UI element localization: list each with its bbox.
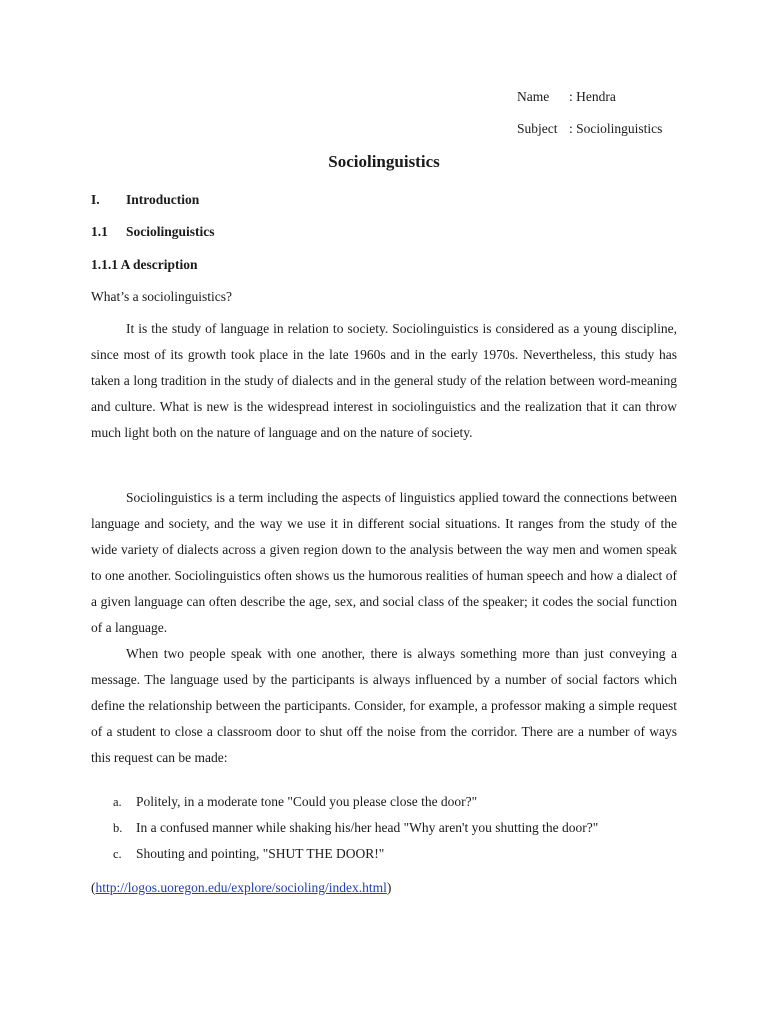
subject-label: Subject — [517, 121, 558, 136]
source-close-paren: ) — [386, 880, 392, 895]
list-marker: b. — [113, 821, 123, 835]
list-item-text: Politely, in a moderate tone "Could you please close the door?" — [136, 794, 478, 809]
heading-1-text: Introduction — [126, 192, 200, 207]
heading-1-number: I. — [91, 192, 100, 207]
heading-3: 1.1.1 A description — [91, 257, 198, 272]
heading-2-number: 1.1 — [91, 224, 108, 239]
question-text: What’s a sociolinguistics? — [91, 289, 232, 304]
source-open-paren: ( — [91, 880, 96, 895]
name-value: : Hendra — [569, 89, 616, 104]
paragraph-1: It is the study of language in relation to society. Sociolinguistics is considered as a young discipline, since most of its growth took place in the late 1960s and in the early 1970s. Nevertheless, this study has taken a long tradition in the study of dialects and in the general study of the relation between word-meaning and culture. What is new is the widespread interest in sociolinguistics and the realization that it can throw much light both on the nature of language and on the nature of society. — [91, 321, 677, 440]
paragraph-3: When two people speak with one another, there is always something more than just conveying a message. The language used by the participants is always influenced by a number of social factors which define the relationship between the participants. Consider, for example, a professor making a simple request of a student to close a classroom door to shut off the noise from the corridor. There are a number of ways this request can be made: — [91, 646, 677, 765]
heading-2-text: Sociolinguistics — [126, 224, 215, 239]
subject-value: : Sociolinguistics — [569, 121, 663, 136]
list-item-text: In a confused manner while shaking his/her head "Why aren't you shutting the door?" — [136, 820, 599, 835]
paragraph-2: Sociolinguistics is a term including the aspects of linguistics applied toward the connections between language and society, and the way we use it in different social situations. It ranges from the study of the wide variety of dialects across a given region down to the analysis between the way men and women speak to one another. Sociolinguistics often shows us the humorous realities of human speech and how a dialect of a given language can often describe the age, sex, and social class of the speaker; it codes the social function of a language. — [91, 490, 677, 635]
list-item-text: Shouting and pointing, "SHUT THE DOOR!" — [136, 846, 385, 861]
source-link[interactable]: http://logos.uoregon.edu/explore/socioling/index.html — [95, 880, 387, 895]
source-citation — [91, 880, 391, 896]
list-marker: c. — [113, 847, 122, 861]
document-title: Sociolinguistics — [328, 152, 440, 171]
name-label: Name — [517, 89, 550, 104]
list-marker: a. — [113, 795, 122, 809]
